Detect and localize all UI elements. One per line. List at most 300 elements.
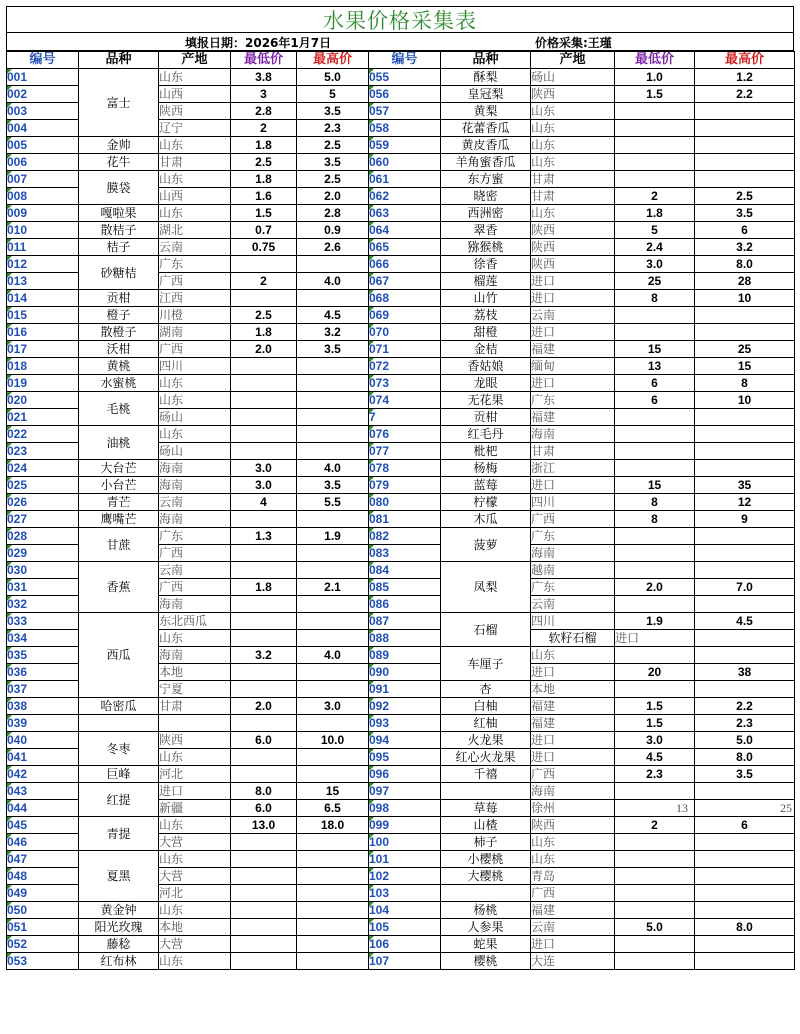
right-high-price-cell[interactable]: 10: [695, 392, 795, 409]
right-high-price-cell[interactable]: [695, 545, 795, 562]
left-low-price-cell[interactable]: 13.0: [231, 817, 297, 834]
left-code-cell[interactable]: 034: [7, 630, 79, 647]
left-code-cell[interactable]: 026: [7, 494, 79, 511]
right-code-cell[interactable]: 097: [369, 783, 441, 800]
right-origin-cell[interactable]: 山东: [531, 205, 615, 222]
left-low-price-cell[interactable]: [231, 749, 297, 766]
right-high-price-cell[interactable]: [695, 681, 795, 698]
right-origin-cell[interactable]: 进口: [615, 630, 695, 647]
right-code-cell[interactable]: 070: [369, 324, 441, 341]
left-low-price-cell[interactable]: 2: [231, 273, 297, 290]
left-origin-cell[interactable]: 陕西: [159, 103, 231, 120]
left-variety-cell[interactable]: 橙子: [79, 307, 159, 324]
right-high-price-cell[interactable]: 25: [695, 800, 795, 817]
right-high-price-cell[interactable]: 8: [695, 375, 795, 392]
left-origin-cell[interactable]: 山东: [159, 137, 231, 154]
left-origin-cell[interactable]: 山东: [159, 69, 231, 86]
right-origin-cell[interactable]: 甘肃: [531, 443, 615, 460]
right-code-cell[interactable]: 063: [369, 205, 441, 222]
left-low-price-cell[interactable]: 3.8: [231, 69, 297, 86]
left-code-cell[interactable]: 046: [7, 834, 79, 851]
left-high-price-cell[interactable]: [297, 919, 369, 936]
left-low-price-cell[interactable]: [231, 443, 297, 460]
left-origin-cell[interactable]: 海南: [159, 460, 231, 477]
right-low-price-cell[interactable]: 8: [615, 494, 695, 511]
left-low-price-cell[interactable]: 1.8: [231, 171, 297, 188]
left-code-cell[interactable]: 015: [7, 307, 79, 324]
left-origin-cell[interactable]: 大营: [159, 834, 231, 851]
right-origin-cell[interactable]: 云南: [531, 596, 615, 613]
left-origin-cell[interactable]: 本地: [159, 664, 231, 681]
right-low-price-cell[interactable]: [615, 426, 695, 443]
left-high-price-cell[interactable]: 3.5: [297, 477, 369, 494]
right-variety-cell[interactable]: 黄皮香瓜: [441, 137, 531, 154]
left-origin-cell[interactable]: 甘肃: [159, 698, 231, 715]
right-origin-cell[interactable]: 福建: [531, 715, 615, 732]
left-high-price-cell[interactable]: 3.5: [297, 341, 369, 358]
right-origin-cell[interactable]: 福建: [531, 902, 615, 919]
left-high-price-cell[interactable]: 2.3: [297, 120, 369, 137]
left-code-cell[interactable]: 030: [7, 562, 79, 579]
left-origin-cell[interactable]: 进口: [159, 783, 231, 800]
right-variety-cell[interactable]: 荔枝: [441, 307, 531, 324]
right-variety-cell[interactable]: 龙眼: [441, 375, 531, 392]
left-code-cell[interactable]: 014: [7, 290, 79, 307]
left-low-price-cell[interactable]: [231, 715, 297, 732]
left-low-price-cell[interactable]: 1.3: [231, 528, 297, 545]
left-origin-cell[interactable]: 砀山: [159, 443, 231, 460]
right-high-price-cell[interactable]: 6: [695, 817, 795, 834]
right-low-price-cell[interactable]: [615, 120, 695, 137]
right-low-price-cell[interactable]: [615, 647, 695, 664]
left-low-price-cell[interactable]: [231, 902, 297, 919]
right-low-price-cell[interactable]: [615, 545, 695, 562]
left-low-price-cell[interactable]: 3.2: [231, 647, 297, 664]
left-code-cell[interactable]: 010: [7, 222, 79, 239]
right-code-cell[interactable]: 073: [369, 375, 441, 392]
left-low-price-cell[interactable]: [231, 919, 297, 936]
right-variety-cell[interactable]: 火龙果: [441, 732, 531, 749]
right-variety-cell[interactable]: 徐香: [441, 256, 531, 273]
right-variety-cell[interactable]: 红柚: [441, 715, 531, 732]
left-low-price-cell[interactable]: 3: [231, 86, 297, 103]
left-code-cell[interactable]: 036: [7, 664, 79, 681]
right-variety-cell[interactable]: 山竹: [441, 290, 531, 307]
right-origin-cell[interactable]: 越南: [531, 562, 615, 579]
right-code-cell[interactable]: 7: [369, 409, 441, 426]
left-low-price-cell[interactable]: 1.6: [231, 188, 297, 205]
right-high-price-cell[interactable]: 8.0: [695, 256, 795, 273]
right-low-price-cell[interactable]: [615, 902, 695, 919]
right-high-price-cell[interactable]: [695, 120, 795, 137]
left-low-price-cell[interactable]: 1.5: [231, 205, 297, 222]
left-low-price-cell[interactable]: [231, 630, 297, 647]
left-high-price-cell[interactable]: [297, 426, 369, 443]
right-origin-cell[interactable]: 陕西: [531, 86, 615, 103]
left-variety-cell[interactable]: 阳光玫瑰: [79, 919, 159, 936]
left-high-price-cell[interactable]: 4.0: [297, 647, 369, 664]
right-low-price-cell[interactable]: [615, 324, 695, 341]
right-code-cell[interactable]: 080: [369, 494, 441, 511]
right-variety-cell[interactable]: 黄梨: [441, 103, 531, 120]
left-high-price-cell[interactable]: 2.1: [297, 579, 369, 596]
left-high-price-cell[interactable]: [297, 851, 369, 868]
right-high-price-cell[interactable]: [695, 902, 795, 919]
right-code-cell[interactable]: 094: [369, 732, 441, 749]
right-code-cell[interactable]: 057: [369, 103, 441, 120]
left-code-cell[interactable]: 002: [7, 86, 79, 103]
left-high-price-cell[interactable]: [297, 749, 369, 766]
right-variety-cell[interactable]: [441, 885, 531, 902]
left-high-price-cell[interactable]: [297, 256, 369, 273]
left-variety-cell[interactable]: 沃柑: [79, 341, 159, 358]
left-low-price-cell[interactable]: 2.0: [231, 698, 297, 715]
left-origin-cell[interactable]: 山东: [159, 375, 231, 392]
left-code-cell[interactable]: 007: [7, 171, 79, 188]
right-code-cell[interactable]: 092: [369, 698, 441, 715]
right-low-price-cell[interactable]: 5: [615, 222, 695, 239]
right-low-price-cell[interactable]: 1.9: [615, 613, 695, 630]
left-code-cell[interactable]: 017: [7, 341, 79, 358]
right-variety-cell[interactable]: 猕猴桃: [441, 239, 531, 256]
left-code-cell[interactable]: 009: [7, 205, 79, 222]
right-high-price-cell[interactable]: 10: [695, 290, 795, 307]
right-low-price-cell[interactable]: 15: [615, 341, 695, 358]
right-code-cell[interactable]: 083: [369, 545, 441, 562]
right-high-price-cell[interactable]: [695, 783, 795, 800]
right-origin-cell[interactable]: 陕西: [531, 817, 615, 834]
left-variety-cell[interactable]: 甘蔗: [79, 528, 159, 562]
left-code-cell[interactable]: 011: [7, 239, 79, 256]
right-origin-cell[interactable]: 海南: [531, 426, 615, 443]
right-code-cell[interactable]: 062: [369, 188, 441, 205]
right-code-cell[interactable]: 082: [369, 528, 441, 545]
left-high-price-cell[interactable]: 5.0: [297, 69, 369, 86]
left-low-price-cell[interactable]: [231, 562, 297, 579]
right-high-price-cell[interactable]: 2.3: [695, 715, 795, 732]
right-code-cell[interactable]: 066: [369, 256, 441, 273]
left-low-price-cell[interactable]: 2.8: [231, 103, 297, 120]
left-variety-cell[interactable]: 贡柑: [79, 290, 159, 307]
right-high-price-cell[interactable]: 38: [695, 664, 795, 681]
right-low-price-cell[interactable]: 1.5: [615, 715, 695, 732]
left-origin-cell[interactable]: 海南: [159, 477, 231, 494]
right-origin-cell[interactable]: 进口: [531, 477, 615, 494]
right-code-cell[interactable]: 074: [369, 392, 441, 409]
left-high-price-cell[interactable]: 4.5: [297, 307, 369, 324]
right-low-price-cell[interactable]: 1.0: [615, 69, 695, 86]
right-low-price-cell[interactable]: [615, 409, 695, 426]
left-low-price-cell[interactable]: [231, 851, 297, 868]
left-origin-cell[interactable]: 山东: [159, 392, 231, 409]
right-origin-cell[interactable]: 陕西: [531, 222, 615, 239]
left-origin-cell[interactable]: 山东: [159, 426, 231, 443]
left-variety-cell[interactable]: 大台芒: [79, 460, 159, 477]
right-origin-cell[interactable]: 云南: [531, 307, 615, 324]
left-code-cell[interactable]: 024: [7, 460, 79, 477]
right-variety-cell[interactable]: 西洲密: [441, 205, 531, 222]
right-high-price-cell[interactable]: [695, 324, 795, 341]
left-low-price-cell[interactable]: [231, 596, 297, 613]
left-variety-cell[interactable]: [79, 715, 159, 732]
left-high-price-cell[interactable]: 4.0: [297, 273, 369, 290]
right-code-cell[interactable]: 055: [369, 69, 441, 86]
right-code-cell[interactable]: 085: [369, 579, 441, 596]
right-variety-cell[interactable]: [441, 783, 531, 800]
right-origin-cell[interactable]: 山东: [531, 154, 615, 171]
right-low-price-cell[interactable]: 3.0: [615, 732, 695, 749]
right-origin-cell[interactable]: 进口: [531, 290, 615, 307]
left-low-price-cell[interactable]: [231, 290, 297, 307]
left-variety-cell[interactable]: 夏黑: [79, 851, 159, 902]
left-code-cell[interactable]: 042: [7, 766, 79, 783]
right-origin-cell[interactable]: 陕西: [531, 239, 615, 256]
right-origin-cell[interactable]: 砀山: [531, 69, 615, 86]
left-origin-cell[interactable]: 海南: [159, 647, 231, 664]
right-origin-cell[interactable]: 甘肃: [531, 171, 615, 188]
right-high-price-cell[interactable]: 28: [695, 273, 795, 290]
left-origin-cell[interactable]: 广西: [159, 341, 231, 358]
right-low-price-cell[interactable]: 6: [615, 392, 695, 409]
right-origin-cell[interactable]: 进口: [531, 324, 615, 341]
left-code-cell[interactable]: 049: [7, 885, 79, 902]
left-code-cell[interactable]: 035: [7, 647, 79, 664]
left-code-cell[interactable]: 044: [7, 800, 79, 817]
left-high-price-cell[interactable]: 1.9: [297, 528, 369, 545]
left-origin-cell[interactable]: 东北西瓜: [159, 613, 231, 630]
right-low-price-cell[interactable]: [615, 137, 695, 154]
left-origin-cell[interactable]: 川橙: [159, 307, 231, 324]
left-variety-cell[interactable]: 毛桃: [79, 392, 159, 426]
right-code-cell[interactable]: 058: [369, 120, 441, 137]
right-code-cell[interactable]: 099: [369, 817, 441, 834]
right-variety-cell[interactable]: 香姑娘: [441, 358, 531, 375]
left-variety-cell[interactable]: 香蕉: [79, 562, 159, 613]
right-origin-cell[interactable]: 徐州: [531, 800, 615, 817]
left-code-cell[interactable]: 041: [7, 749, 79, 766]
left-low-price-cell[interactable]: 1.8: [231, 137, 297, 154]
right-code-cell[interactable]: 090: [369, 664, 441, 681]
left-low-price-cell[interactable]: 2: [231, 120, 297, 137]
right-high-price-cell[interactable]: [695, 528, 795, 545]
right-origin-cell[interactable]: 山东: [531, 834, 615, 851]
left-variety-cell[interactable]: 散橙子: [79, 324, 159, 341]
left-variety-cell[interactable]: 膜袋: [79, 171, 159, 205]
right-low-price-cell[interactable]: 8: [615, 511, 695, 528]
right-code-cell[interactable]: 061: [369, 171, 441, 188]
right-high-price-cell[interactable]: 7.0: [695, 579, 795, 596]
left-high-price-cell[interactable]: [297, 375, 369, 392]
left-variety-cell[interactable]: 冬枣: [79, 732, 159, 766]
right-high-price-cell[interactable]: [695, 307, 795, 324]
left-high-price-cell[interactable]: 4.0: [297, 460, 369, 477]
left-low-price-cell[interactable]: 3.0: [231, 460, 297, 477]
right-variety-cell[interactable]: 千禧: [441, 766, 531, 783]
right-low-price-cell[interactable]: [615, 562, 695, 579]
right-high-price-cell[interactable]: 12: [695, 494, 795, 511]
right-variety-cell[interactable]: 皇冠梨: [441, 86, 531, 103]
right-variety-cell[interactable]: 翠香: [441, 222, 531, 239]
right-high-price-cell[interactable]: 8.0: [695, 749, 795, 766]
right-high-price-cell[interactable]: [695, 596, 795, 613]
left-high-price-cell[interactable]: [297, 545, 369, 562]
left-high-price-cell[interactable]: 3.5: [297, 154, 369, 171]
right-low-price-cell[interactable]: 1.8: [615, 205, 695, 222]
right-origin-cell[interactable]: 山东: [531, 647, 615, 664]
right-variety-cell[interactable]: 红毛丹: [441, 426, 531, 443]
left-low-price-cell[interactable]: [231, 358, 297, 375]
left-variety-cell[interactable]: 黄桃: [79, 358, 159, 375]
right-code-cell[interactable]: 056: [369, 86, 441, 103]
left-origin-cell[interactable]: 辽宁: [159, 120, 231, 137]
left-low-price-cell[interactable]: [231, 664, 297, 681]
left-variety-cell[interactable]: 藤稔: [79, 936, 159, 953]
right-origin-cell[interactable]: 大连: [531, 953, 615, 970]
right-low-price-cell[interactable]: 2.4: [615, 239, 695, 256]
right-code-cell[interactable]: 069: [369, 307, 441, 324]
left-high-price-cell[interactable]: 10.0: [297, 732, 369, 749]
left-origin-cell[interactable]: 广西: [159, 579, 231, 596]
left-low-price-cell[interactable]: [231, 613, 297, 630]
right-origin-cell[interactable]: 进口: [531, 664, 615, 681]
right-variety-cell[interactable]: 凤梨: [441, 562, 531, 613]
left-code-cell[interactable]: 031: [7, 579, 79, 596]
right-high-price-cell[interactable]: 3.2: [695, 239, 795, 256]
right-high-price-cell[interactable]: [695, 562, 795, 579]
right-variety-cell[interactable]: 软籽石榴: [531, 630, 615, 647]
left-high-price-cell[interactable]: [297, 681, 369, 698]
left-low-price-cell[interactable]: 6.0: [231, 732, 297, 749]
left-code-cell[interactable]: 028: [7, 528, 79, 545]
left-low-price-cell[interactable]: 2.5: [231, 154, 297, 171]
right-code-cell[interactable]: 060: [369, 154, 441, 171]
left-variety-cell[interactable]: 西瓜: [79, 613, 159, 698]
right-high-price-cell[interactable]: [695, 426, 795, 443]
left-code-cell[interactable]: 048: [7, 868, 79, 885]
right-variety-cell[interactable]: 羊角蜜香瓜: [441, 154, 531, 171]
right-code-cell[interactable]: 068: [369, 290, 441, 307]
left-code-cell[interactable]: 019: [7, 375, 79, 392]
left-low-price-cell[interactable]: [231, 256, 297, 273]
right-high-price-cell[interactable]: 6: [695, 222, 795, 239]
left-low-price-cell[interactable]: 3.0: [231, 477, 297, 494]
right-high-price-cell[interactable]: [695, 936, 795, 953]
right-low-price-cell[interactable]: [615, 834, 695, 851]
right-code-cell[interactable]: 064: [369, 222, 441, 239]
left-high-price-cell[interactable]: [297, 902, 369, 919]
left-code-cell[interactable]: 047: [7, 851, 79, 868]
left-low-price-cell[interactable]: [231, 834, 297, 851]
left-high-price-cell[interactable]: [297, 885, 369, 902]
left-variety-cell[interactable]: 鹰嘴芒: [79, 511, 159, 528]
left-variety-cell[interactable]: 青芒: [79, 494, 159, 511]
right-high-price-cell[interactable]: 25: [695, 341, 795, 358]
right-high-price-cell[interactable]: [695, 953, 795, 970]
right-high-price-cell[interactable]: [695, 409, 795, 426]
left-variety-cell[interactable]: 富士: [79, 69, 159, 137]
right-variety-cell[interactable]: 杨梅: [441, 460, 531, 477]
right-code-cell[interactable]: 105: [369, 919, 441, 936]
right-code-cell[interactable]: 077: [369, 443, 441, 460]
left-low-price-cell[interactable]: 4: [231, 494, 297, 511]
right-origin-cell[interactable]: 广西: [531, 885, 615, 902]
left-code-cell[interactable]: 033: [7, 613, 79, 630]
left-code-cell[interactable]: 043: [7, 783, 79, 800]
right-origin-cell[interactable]: 山东: [531, 137, 615, 154]
left-low-price-cell[interactable]: 1.8: [231, 579, 297, 596]
left-high-price-cell[interactable]: 3.5: [297, 103, 369, 120]
left-low-price-cell[interactable]: [231, 426, 297, 443]
right-origin-cell[interactable]: 进口: [531, 732, 615, 749]
right-low-price-cell[interactable]: [615, 596, 695, 613]
left-low-price-cell[interactable]: [231, 545, 297, 562]
right-origin-cell[interactable]: 进口: [531, 375, 615, 392]
right-code-cell[interactable]: 076: [369, 426, 441, 443]
right-code-cell[interactable]: 107: [369, 953, 441, 970]
right-low-price-cell[interactable]: 2: [615, 188, 695, 205]
right-origin-cell[interactable]: 广东: [531, 528, 615, 545]
left-code-cell[interactable]: 038: [7, 698, 79, 715]
left-low-price-cell[interactable]: [231, 885, 297, 902]
left-origin-cell[interactable]: 宁夏: [159, 681, 231, 698]
left-low-price-cell[interactable]: [231, 953, 297, 970]
left-variety-cell[interactable]: 哈密瓜: [79, 698, 159, 715]
right-variety-cell[interactable]: 无花果: [441, 392, 531, 409]
right-origin-cell[interactable]: 山东: [531, 120, 615, 137]
left-origin-cell[interactable]: 河北: [159, 766, 231, 783]
left-variety-cell[interactable]: 青提: [79, 817, 159, 851]
left-high-price-cell[interactable]: 3.0: [297, 698, 369, 715]
right-code-cell[interactable]: 093: [369, 715, 441, 732]
left-low-price-cell[interactable]: 0.75: [231, 239, 297, 256]
left-high-price-cell[interactable]: 2.8: [297, 205, 369, 222]
left-origin-cell[interactable]: 广西: [159, 545, 231, 562]
left-code-cell[interactable]: 025: [7, 477, 79, 494]
right-code-cell[interactable]: 078: [369, 460, 441, 477]
right-high-price-cell[interactable]: 1.2: [695, 69, 795, 86]
left-origin-cell[interactable]: 大营: [159, 936, 231, 953]
left-low-price-cell[interactable]: [231, 681, 297, 698]
right-origin-cell[interactable]: 浙江: [531, 460, 615, 477]
left-low-price-cell[interactable]: [231, 409, 297, 426]
left-origin-cell[interactable]: 山西: [159, 86, 231, 103]
right-origin-cell[interactable]: 进口: [531, 936, 615, 953]
left-origin-cell[interactable]: 山西: [159, 188, 231, 205]
right-low-price-cell[interactable]: 13: [615, 800, 695, 817]
left-high-price-cell[interactable]: [297, 409, 369, 426]
right-variety-cell[interactable]: 酥梨: [441, 69, 531, 86]
left-high-price-cell[interactable]: [297, 511, 369, 528]
right-code-cell[interactable]: 067: [369, 273, 441, 290]
left-code-cell[interactable]: 045: [7, 817, 79, 834]
left-high-price-cell[interactable]: 2.6: [297, 239, 369, 256]
right-variety-cell[interactable]: 人参果: [441, 919, 531, 936]
left-high-price-cell[interactable]: 2.5: [297, 137, 369, 154]
left-code-cell[interactable]: 001: [7, 69, 79, 86]
left-high-price-cell[interactable]: [297, 936, 369, 953]
right-code-cell[interactable]: 086: [369, 596, 441, 613]
right-origin-cell[interactable]: 广东: [531, 392, 615, 409]
right-code-cell[interactable]: 100: [369, 834, 441, 851]
right-high-price-cell[interactable]: [695, 443, 795, 460]
left-high-price-cell[interactable]: 6.5: [297, 800, 369, 817]
right-code-cell[interactable]: 081: [369, 511, 441, 528]
left-origin-cell[interactable]: 大营: [159, 868, 231, 885]
left-variety-cell[interactable]: 金帅: [79, 137, 159, 154]
right-origin-cell[interactable]: 四川: [531, 494, 615, 511]
left-origin-cell[interactable]: 广东: [159, 528, 231, 545]
right-variety-cell[interactable]: 草莓: [441, 800, 531, 817]
